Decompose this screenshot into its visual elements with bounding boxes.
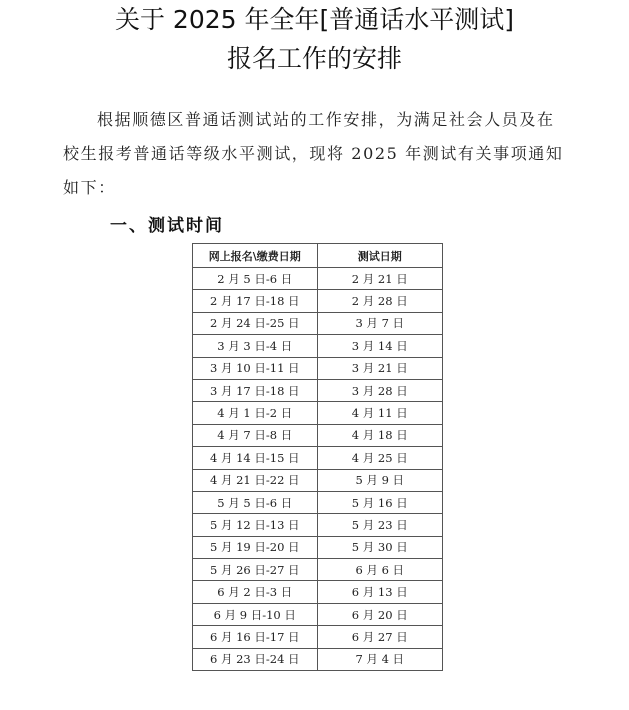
table-row [193, 514, 443, 536]
test-date-cell: 3 月 21 日 [317, 357, 442, 379]
table-row [193, 357, 443, 379]
intro-paragraph [63, 103, 583, 205]
intro-line-2: 校生报考普通话等级水平测试，现将 2025 年测试有关事项通知 [63, 144, 564, 163]
test-date-cell: 3 月 7 日 [317, 312, 442, 334]
registration-date-cell: 6 月 16 日-17 日 [193, 626, 318, 648]
table-row [193, 603, 443, 625]
registration-date-cell: 3 月 10 日-11 日 [193, 357, 318, 379]
test-date-cell: 6 月 20 日 [317, 603, 442, 625]
registration-date-cell: 5 月 12 日-13 日 [193, 514, 318, 536]
registration-date-cell: 6 月 9 日-10 日 [193, 603, 318, 625]
table-row [193, 536, 443, 558]
table-row [193, 491, 443, 513]
test-date-cell: 6 月 27 日 [317, 626, 442, 648]
table-row [193, 335, 443, 357]
table-row [193, 447, 443, 469]
registration-date-cell: 4 月 21 日-22 日 [193, 469, 318, 491]
test-date-cell: 5 月 9 日 [317, 469, 442, 491]
intro-line-1: 根据顺德区普通话测试站的工作安排，为满足社会人员及在 [97, 110, 555, 129]
test-date-cell: 3 月 14 日 [317, 335, 442, 357]
registration-date-cell: 2 月 5 日-6 日 [193, 268, 318, 290]
column-header-test-date: 测试日期 [317, 244, 442, 268]
test-date-cell: 4 月 11 日 [317, 402, 442, 424]
table-row [193, 312, 443, 334]
test-date-cell: 6 月 13 日 [317, 581, 442, 603]
table-row [193, 648, 443, 670]
registration-date-cell: 6 月 2 日-3 日 [193, 581, 318, 603]
registration-date-cell: 2 月 24 日-25 日 [193, 312, 318, 334]
registration-date-cell: 5 月 19 日-20 日 [193, 536, 318, 558]
registration-date-cell: 5 月 26 日-27 日 [193, 559, 318, 581]
schedule-table [192, 243, 443, 671]
test-date-cell: 5 月 16 日 [317, 491, 442, 513]
test-date-cell: 3 月 28 日 [317, 379, 442, 401]
table-row [193, 469, 443, 491]
registration-date-cell: 5 月 5 日-6 日 [193, 491, 318, 513]
registration-date-cell: 2 月 17 日-18 日 [193, 290, 318, 312]
test-date-cell: 2 月 21 日 [317, 268, 442, 290]
table-row [193, 379, 443, 401]
test-date-cell: 5 月 23 日 [317, 514, 442, 536]
table-row [193, 290, 443, 312]
section-heading-test-time: 一、测试时间 [110, 216, 224, 236]
test-date-cell: 6 月 6 日 [317, 559, 442, 581]
test-date-cell: 4 月 18 日 [317, 424, 442, 446]
registration-date-cell: 4 月 1 日-2 日 [193, 402, 318, 424]
registration-date-cell: 4 月 14 日-15 日 [193, 447, 318, 469]
document-title-line-2: 报名工作的安排 [226, 44, 402, 73]
test-date-cell: 4 月 25 日 [317, 447, 442, 469]
table-row [193, 559, 443, 581]
table-row [193, 626, 443, 648]
schedule-table-body [193, 268, 443, 671]
table-row [193, 402, 443, 424]
registration-date-cell: 3 月 3 日-4 日 [193, 335, 318, 357]
test-date-cell: 2 月 28 日 [317, 290, 442, 312]
registration-date-cell: 3 月 17 日-18 日 [193, 379, 318, 401]
document-title-line-1: 关于 2025 年全年[普通话水平测试] [114, 5, 515, 34]
table-row [193, 581, 443, 603]
registration-date-cell: 4 月 7 日-8 日 [193, 424, 318, 446]
column-header-registration-date: 网上报名\缴费日期 [193, 244, 318, 268]
table-row [193, 424, 443, 446]
table-row [193, 268, 443, 290]
intro-line-3: 如下： [63, 178, 116, 197]
table-header-row [193, 244, 443, 268]
registration-date-cell: 6 月 23 日-24 日 [193, 648, 318, 670]
test-date-cell: 7 月 4 日 [317, 648, 442, 670]
test-date-cell: 5 月 30 日 [317, 536, 442, 558]
